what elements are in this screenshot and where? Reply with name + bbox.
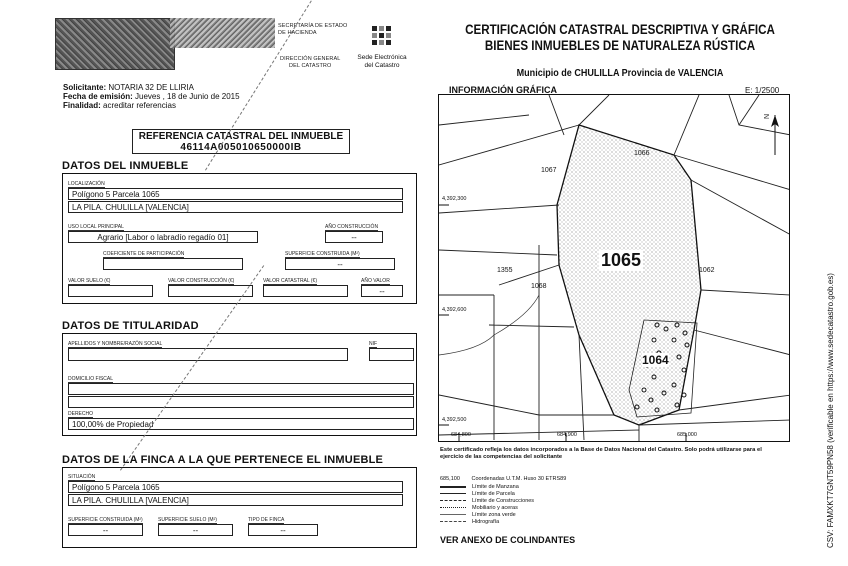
solicitante-label: Solicitante: (63, 83, 107, 92)
ministry-line-1: SECRETARÍA DE ESTADO (278, 23, 348, 29)
sede-catastro-logo-icon (370, 24, 394, 50)
derecho-label: DERECHO (68, 411, 94, 417)
x-tick-label-2: 684,900 (557, 432, 577, 438)
direction-line-1: DIRECCIÓN GENERAL (280, 56, 341, 62)
legend-item-mobiliario: Mobiliario y aceras (472, 505, 518, 511)
legend-coord: 685,100 (440, 476, 460, 482)
title-line-1: CERTIFICACIÓN CATASTRAL DESCRIPTIVA Y GRÁFICA (465, 22, 775, 37)
apellidos-label: APELLIDOS Y NOMBRE/RAZÓN SOCIAL (68, 341, 163, 347)
sup-construida-value: -- (285, 258, 395, 270)
tipo-finca-value: -- (248, 524, 318, 536)
request-info (63, 83, 240, 110)
ministry-emblem-logo (170, 18, 275, 48)
anexo-colindantes: VER ANEXO DE COLINDANTES (440, 535, 576, 545)
legend-item-construcciones: Límite de Construcciones (472, 498, 535, 504)
document-title (457, 22, 784, 54)
referencia-box (132, 129, 350, 154)
fecha-label: Fecha de emisión: (63, 92, 133, 101)
parcel-1065-shape (557, 125, 701, 425)
csv-verification-text: CSV: FAMXKT7GNT59PN58 (verificable en https://www.sedecatastro.gob.es) (826, 273, 835, 548)
finca-sup-suelo-value: -- (158, 524, 233, 536)
derecho-value: 100,00% de Propiedad (68, 418, 414, 430)
sede-line-2: del Catastro (364, 62, 400, 69)
y-tick-label-2: 4,392,600 (442, 307, 467, 313)
localizacion-label: LOCALIZACIÓN (68, 181, 105, 187)
map-title: INFORMACIÓN GRÁFICA (449, 85, 557, 95)
parcel-label-1355: 1355 (497, 267, 513, 274)
municipio-line: Municipio de CHULILLA Provincia de VALENCIA (516, 67, 724, 79)
valor-suelo-value (68, 285, 153, 297)
x-tick-label-1: 684,800 (451, 432, 471, 438)
ano-valor-label: AÑO VALOR (361, 278, 390, 284)
legend-coord-text: Coordenadas U.T.M. Huso 30 ETRS89 (471, 476, 567, 482)
legend-item-zona-verde: Límite zona verde (472, 512, 516, 518)
finalidad-value: acreditar referencias (103, 101, 176, 110)
valor-construccion-label: VALOR CONSTRUCCIÓN (€) (168, 278, 235, 284)
finca-panel (62, 468, 417, 548)
parcel-label-1067: 1067 (541, 167, 557, 174)
domicilio-value-1 (68, 383, 414, 395)
uso-label: USO LOCAL PRINCIPAL (68, 224, 124, 230)
finca-sup-construida-label: SUPERFICIE CONSTRUIDA (M²) (68, 517, 143, 523)
finalidad-label: Finalidad: (63, 101, 101, 110)
datos-inmueble-panel (62, 174, 417, 304)
main-parcel-label: 1065 (601, 250, 642, 270)
titularidad-title: DATOS DE TITULARIDAD (62, 320, 199, 332)
domicilio-value-2 (68, 396, 414, 408)
ano-valor-value: -- (361, 285, 403, 297)
apellidos-value (68, 348, 348, 361)
situacion-line1: Polígono 5 Parcela 1065 (68, 481, 403, 493)
valor-construccion-value (168, 285, 253, 297)
localizacion-line1: Polígono 5 Parcela 1065 (68, 188, 403, 200)
valor-catastral-label: VALOR CATASTRAL (€) (263, 278, 317, 284)
map-frame (438, 94, 790, 442)
direction-line-2: DEL CATASTRO (289, 63, 332, 69)
referencia-value: 46114A005010650000IB (180, 142, 302, 153)
sede-line-1: Sede Electrónica (357, 54, 407, 61)
ano-construccion-value: -- (325, 231, 383, 243)
nif-value (369, 348, 414, 361)
fecha-value: Jueves , 18 de Junio de 2015 (135, 92, 240, 101)
map-note: Este certificado refleja los datos incorporados a la Base de Datos Nacional del Catastro. Solo podrá utilizarse para el ejercicio de las competencias del solicitante (440, 447, 762, 460)
ano-construccion-label: AÑO CONSTRUCCIÓN (325, 224, 379, 230)
government-seal-logo (55, 18, 175, 70)
datos-inmueble-title: DATOS DEL INMUEBLE (62, 160, 189, 172)
legend-item-manzana: Límite de Manzana (472, 484, 519, 490)
uso-value: Agrario [Labor o labradío regadío 01] (68, 231, 258, 243)
domicilio-label: DOMICILIO FISCAL (68, 376, 114, 382)
situacion-line2: LA PILA. CHULILLA [VALENCIA] (68, 494, 403, 506)
legend-item-hidrografia: Hidrografía (472, 519, 500, 525)
sede-text (352, 54, 412, 70)
legend-item-parcela: Límite de Parcela (472, 491, 515, 497)
referencia-title: REFERENCIA CATASTRAL DEL INMUEBLE (138, 131, 344, 142)
north-label: N (764, 113, 772, 120)
tipo-finca-label: TIPO DE FINCA (248, 517, 285, 523)
ministry-line-2: DE HACIENDA (278, 30, 317, 36)
parcel-label-1068: 1068 (531, 283, 547, 290)
map-legend (440, 476, 640, 532)
y-tick-label-1: 4,392,300 (442, 196, 467, 202)
localizacion-line2: LA PILA. CHULILLA [VALENCIA] (68, 201, 403, 213)
nif-label: NIF (369, 341, 378, 347)
sup-construida-label: SUPERFICIE CONSTRUIDA (M²) (285, 251, 360, 257)
title-line-2: BIENES INMUEBLES DE NATURALEZA RÚSTICA (484, 38, 756, 53)
x-tick-label-3: 685,000 (677, 432, 697, 438)
finca-sup-suelo-label: SUPERFICIE SUELO (M²) (158, 517, 217, 523)
situacion-label: SITUACIÓN (68, 474, 96, 480)
valor-suelo-label: VALOR SUELO (€) (68, 278, 111, 284)
finca-sup-construida-value: -- (68, 524, 143, 536)
titularidad-panel (62, 334, 417, 436)
finca-title: DATOS DE LA FINCA A LA QUE PERTENECE EL INMUEBLE (62, 454, 384, 466)
north-arrow-icon (769, 105, 781, 155)
map-scale: E: 1/2500 (745, 86, 780, 95)
parcel-label-1062: 1062 (699, 267, 715, 274)
coef-value (103, 258, 243, 270)
parcel-label-1066: 1066 (634, 150, 650, 157)
solicitante-value: NOTARIA 32 DE LLIRIA (108, 83, 195, 92)
direction-text (280, 56, 340, 70)
coef-label: COEFICIENTE DE PARTICIPACIÓN (103, 251, 185, 257)
valor-catastral-value (263, 285, 348, 297)
parcel-label-1064: 1064 (642, 353, 669, 367)
y-tick-label-3: 4,392,500 (442, 417, 467, 423)
